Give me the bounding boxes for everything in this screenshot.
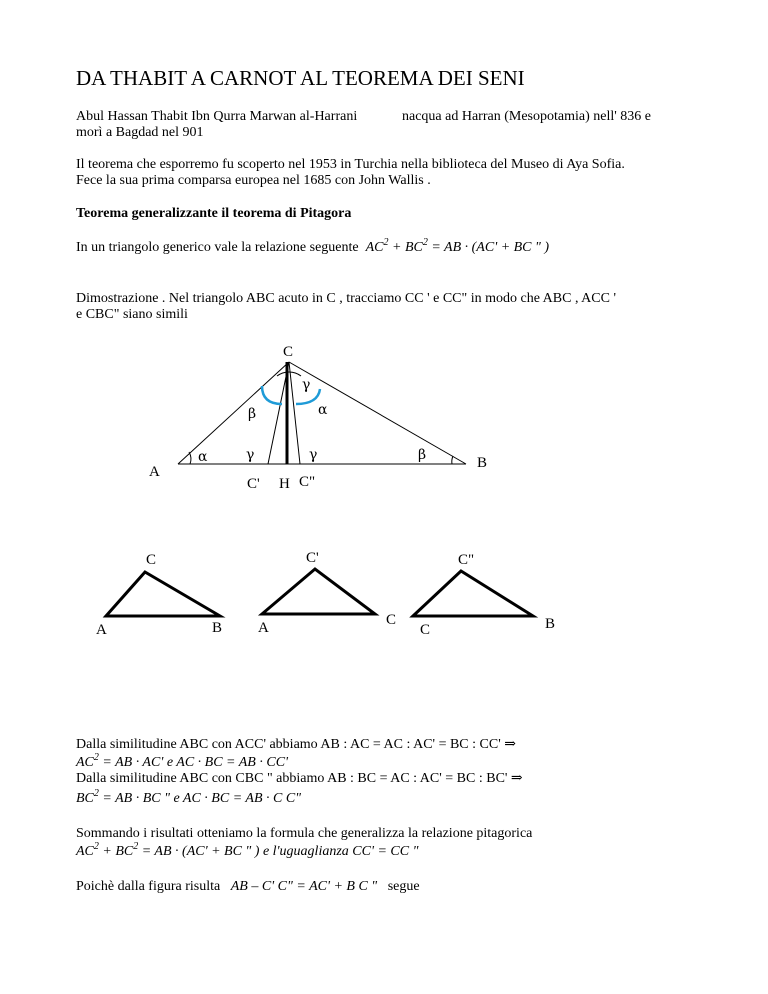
demonstration-line-1: Dimostrazione . Nel triangolo ABC acuto in C , tracciamo CC ' e CC" in modo che ABC , ACC ' bbox=[76, 291, 616, 306]
foot-label-C-prime: C' bbox=[247, 476, 260, 492]
small-triangle-ABC bbox=[106, 572, 220, 616]
tri1-right-label: B bbox=[212, 620, 223, 636]
tri2-top-label: C' bbox=[306, 550, 319, 566]
tri2-right-label: C bbox=[386, 612, 397, 628]
small-triangle-CBC-second bbox=[413, 571, 533, 616]
section-heading: Teorema generalizzante il teorema di Pitagora bbox=[76, 206, 352, 221]
vertex-label-A: A bbox=[149, 464, 160, 480]
final-tail: segue bbox=[387, 879, 420, 894]
tri3-top-label: C" bbox=[458, 552, 475, 568]
angle-label-beta-left: β bbox=[248, 406, 257, 422]
intro-line-1a: Abul Hassan Thabit Ibn Qurra Marwan al-Harrani bbox=[76, 109, 358, 124]
similarity-1-result: $AC^2$ = AB · AC' e AC · BC = AB · CC' bbox=[76, 752, 289, 770]
angle-label-beta-B: β bbox=[418, 447, 427, 463]
tri2-left-label: A bbox=[258, 620, 269, 636]
foot-label-C-second: C" bbox=[299, 474, 316, 490]
tri3-left-label: C bbox=[420, 622, 431, 638]
intro-line-2: morì a Bagdad nel 901 bbox=[76, 125, 204, 140]
sum-formula: $AC^2 + BC^2$ = AB · (AC' + BC " ) e l'uguaglianza CC' = CC " bbox=[76, 841, 419, 859]
discovery-line-1: Il teorema che esporremo fu scoperto nel 1953 in Turchia nella biblioteca del Museo di Aya Sofia. bbox=[76, 157, 625, 172]
theorem-text: In un triangolo generico vale la relazione seguente bbox=[76, 240, 359, 255]
final-line bbox=[76, 878, 420, 895]
angle-label-gamma-right: γ bbox=[309, 447, 318, 463]
vertex-label-B: B bbox=[477, 455, 488, 471]
similarity-1-statement: Dalla similitudine ABC con ACC' abbiamo AB : AC = AC : AC' = BC : CC' ⇒ bbox=[76, 737, 516, 752]
demonstration-line-2: e CBC" siano simili bbox=[76, 307, 188, 322]
tri1-left-label: A bbox=[96, 622, 107, 638]
angle-label-alpha-A: α bbox=[198, 449, 208, 465]
angle-label-alpha-right: α bbox=[318, 402, 328, 418]
foot-label-H: H bbox=[279, 476, 290, 492]
final-lead: Poichè dalla figura risulta bbox=[76, 879, 221, 894]
vertex-label-C: C bbox=[283, 344, 294, 360]
tri3-right-label: B bbox=[545, 616, 556, 632]
small-triangle-ACC-prime bbox=[262, 569, 375, 614]
page-title: DA THABIT A CARNOT AL TEOREMA DEI SENI bbox=[76, 66, 525, 90]
angle-label-gamma-top: γ bbox=[302, 377, 311, 393]
final-formula: AB – C' C" = AC' + B C " bbox=[230, 879, 378, 894]
sum-statement: Sommando i risultati otteniamo la formula che generalizza la relazione pitagorica bbox=[76, 826, 533, 841]
theorem-formula: $AC^2 + BC^2$ = AB · (AC' + BC " ) bbox=[365, 237, 550, 255]
discovery-line-2: Fece la sua prima comparsa europea nel 1685 con John Wallis . bbox=[76, 173, 431, 188]
tri1-top-label: C bbox=[146, 552, 157, 568]
intro-line-1b: nacqua ad Harran (Mesopotamia) nell' 836 e bbox=[402, 109, 651, 124]
similarity-2-statement: Dalla similitudine ABC con CBC " abbiamo AB : BC = AC : AC' = BC : BC' ⇒ bbox=[76, 771, 523, 786]
similarity-2-result: $BC^2$ = AB · BC " e AC · BC = AB · C C" bbox=[76, 788, 302, 806]
angle-label-gamma-left: γ bbox=[246, 447, 255, 463]
